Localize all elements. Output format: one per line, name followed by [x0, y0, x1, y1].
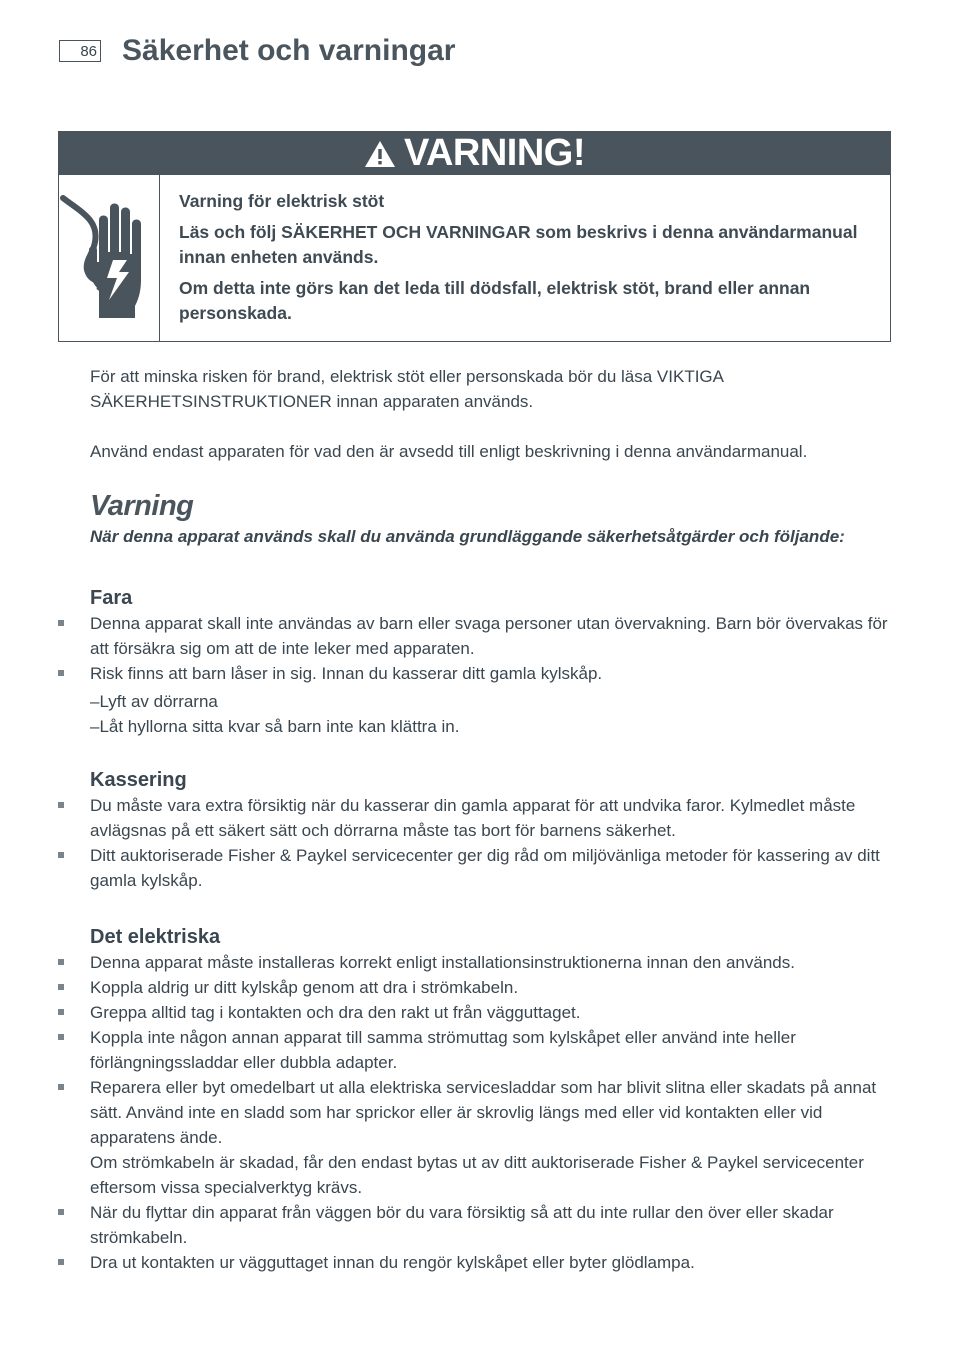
page-title: Säkerhet och varningar: [122, 34, 456, 67]
list-item: Dra ut kontakten ur vägguttaget innan du rengör kylskåpet eller byter glödlampa.: [58, 1250, 893, 1275]
fara-sub-1: –Lyft av dörrarna: [90, 692, 218, 711]
kassering-title: Kassering: [90, 769, 187, 791]
list-item: När du flyttar din apparat från väggen bör du vara försiktig så att du inte rullar den över eller skadar strömkabeln.: [58, 1200, 893, 1250]
warning-line-1: Varning för elektrisk stöt: [179, 191, 385, 211]
intro-paragraph-2: Använd endast apparaten för vad den är avsedd till enligt beskrivning i denna användarmanual.: [90, 442, 808, 461]
list-item: Risk finns att barn låser in sig. Innan du kasserar ditt gamla kylskåp.: [58, 661, 893, 686]
list-item: Greppa alltid tag i kontakten och dra den rakt ut från vägguttaget.: [58, 1000, 893, 1025]
fara-sub-2: –Låt hyllorna sitta kvar så barn inte kan klättra in.: [90, 717, 460, 736]
list-item: Reparera eller byt omedelbart ut alla elektriska servicesladdar som har blivit slitna eller skadats på annat sätt. Använd inte en sladd som har sprickor eller är skrovlig längs med eller vid kontakten eller vid apparatens ände.: [58, 1075, 893, 1150]
section-kassering: [58, 767, 893, 893]
intro-paragraph-1: För att minska risken för brand, elektrisk stöt eller personskada bör du läsa VIKTIGA SÄKERHETSINSTRUKTIONER innan apparaten används.: [90, 367, 724, 411]
elektriska-list: [58, 950, 893, 1275]
list-item: Du måste vara extra försiktig när du kasserar din gamla apparat för att undvika faror. Kylmedlet måste avlägsnas på ett säkert sätt och dörrarna måste tas bort för barnens säkerhet.: [58, 793, 893, 843]
warning-header: [59, 132, 890, 175]
page-number: 86: [59, 40, 101, 62]
list-item: Denna apparat måste installeras korrekt enligt installationsinstruktionerna innan den används.: [58, 950, 893, 975]
electric-shock-hand-icon: [59, 190, 159, 326]
elektriska-title: Det elektriska: [90, 926, 221, 948]
varning-title: Varning: [90, 490, 194, 522]
list-item-note: Om strömkabeln är skadad, får den endast bytas ut av ditt auktoriserade Fisher & Paykel servicecenter eftersom vissa specialverktyg krävs.: [90, 1153, 864, 1197]
warning-triangle-icon: [364, 140, 396, 168]
warning-box: [58, 131, 891, 342]
fara-title: Fara: [90, 587, 133, 609]
list-item: Denna apparat skall inte användas av barn eller svaga personer utan övervakning. Barn bör övervakas för att försäkra sig om att de inte leker med apparaten.: [58, 611, 893, 661]
list-item: Ditt auktoriserade Fisher & Paykel servicecenter ger dig råd om miljövänliga metoder för kassering av ditt gamla kylskåp.: [58, 843, 893, 893]
section-det-elektriska: [58, 924, 893, 1275]
section-fara: [58, 585, 893, 739]
warning-text: [160, 175, 890, 341]
warning-line-3: Om detta inte görs kan det leda till dödsfall, elektrisk stöt, brand eller annan personskada.: [179, 278, 811, 323]
kassering-list: [58, 793, 893, 893]
list-item: Koppla inte någon annan apparat till samma strömuttag som kylskåpet eller använd inte heller förlängningssladdar eller dubbla adapter.: [58, 1025, 893, 1075]
electric-shock-icon-cell: [59, 175, 160, 341]
fara-list: [58, 611, 893, 686]
varning-lead: När denna apparat används skall du använda grundläggande säkerhetsåtgärder och följande:: [90, 527, 845, 546]
warning-heading: VARNING!: [403, 132, 586, 174]
list-item: Koppla aldrig ur ditt kylskåp genom att dra i strömkabeln.: [58, 975, 893, 1000]
warning-line-2: Läs och följ SÄKERHET OCH VARNINGAR som beskrivs i denna användarmanual innan enheten används.: [179, 222, 858, 267]
